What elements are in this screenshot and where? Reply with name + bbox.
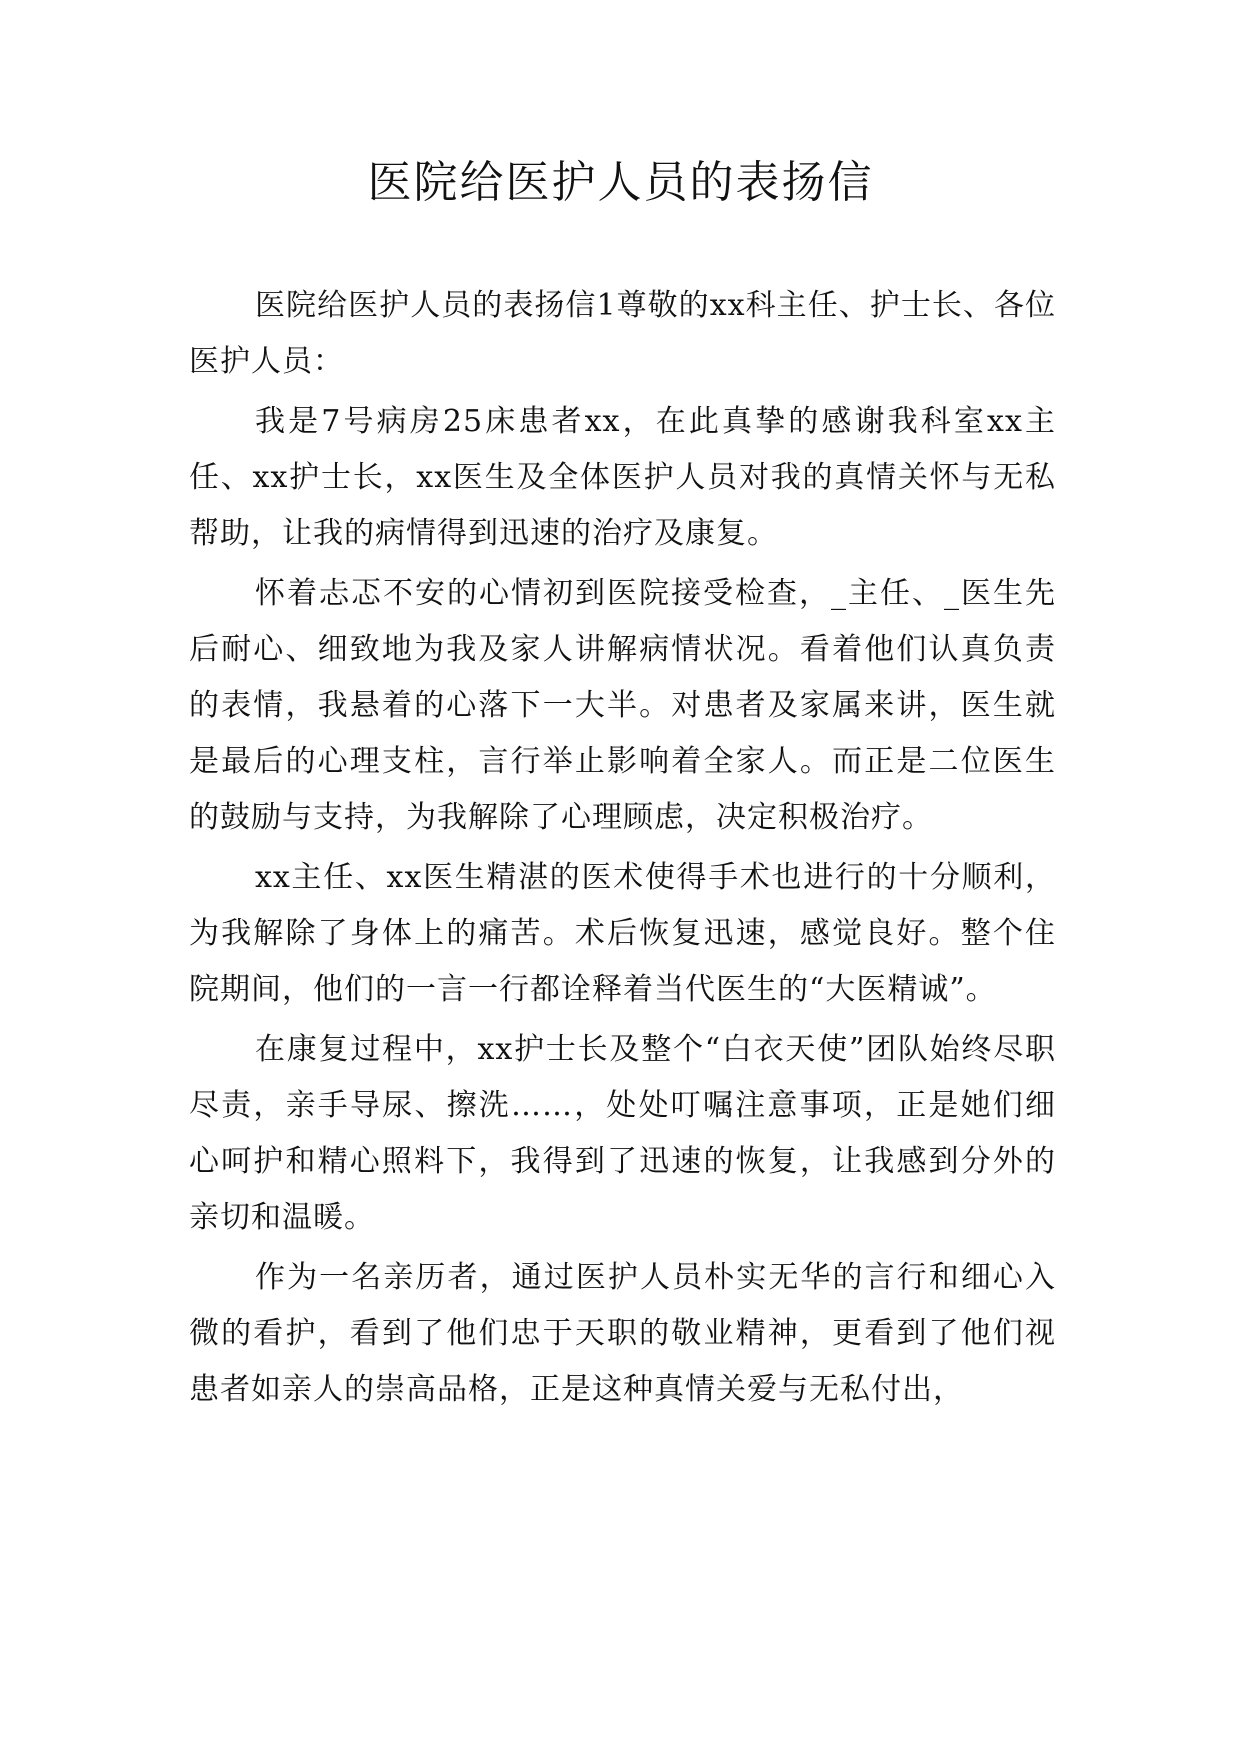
paragraph-salutation: 医院给医护人员的表扬信1尊敬的xx科主任、护士长、各位医护人员： bbox=[189, 288, 1056, 379]
letter-body bbox=[189, 278, 1056, 1422]
paragraph-thanks: 我是7号病房25床患者xx，在此真挚的感谢我科室xx主任、xx护士长，xx医生及全体医护人员对我的真情关怀与无私帮助，让我的病情得到迅速的治疗及康复。 bbox=[189, 404, 1056, 551]
document-title: 医院给医护人员的表扬信 bbox=[367, 157, 874, 208]
paragraph-first-visit: 怀着忐忑不安的心情初到医院接受检查，_主任、_医生先后耐心、细致地为我及家人讲解病情状况。看着他们认真负责的表情，我悬着的心落下一大半。对患者及家属来讲，医生就是最后的心理支柱，言行举止影响着全家人。而正是二位医生的鼓励与支持，为我解除了心理顾虑，决定积极治疗。 bbox=[189, 576, 1056, 835]
paragraph-surgery: xx主任、xx医生精湛的医术使得手术也进行的十分顺利，为我解除了身体上的痛苦。术后恢复迅速，感觉良好。整个住院期间，他们的一言一行都诠释着当代医生的“大医精诚”。 bbox=[189, 860, 1056, 1007]
paragraph-reflection: 作为一名亲历者，通过医护人员朴实无华的言行和细心入微的看护，看到了他们忠于天职的敬业精神，更看到了他们视患者如亲人的崇高品格，正是这种真情关爱与无私付出， bbox=[189, 1260, 1056, 1407]
paragraph-recovery: 在康复过程中，xx护士长及整个“白衣天使”团队始终尽职尽责，亲手导尿、擦洗……，处处叮嘱注意事项，正是她们细心呵护和精心照料下，我得到了迅速的恢复，让我感到分外的亲切和温暖。 bbox=[189, 1032, 1056, 1235]
